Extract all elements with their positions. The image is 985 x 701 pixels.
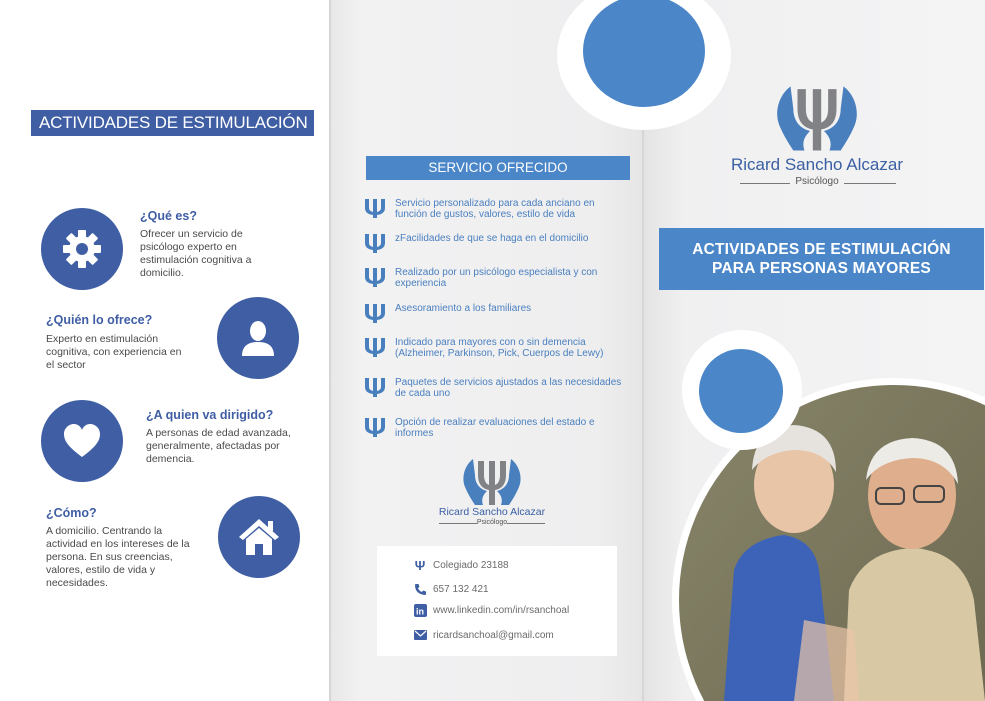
service-line: de cada uno <box>395 388 451 399</box>
service-text <box>395 376 621 399</box>
service-text <box>395 232 588 244</box>
service-line: Indicado para mayores con o sin demencia <box>395 337 586 348</box>
psi-icon <box>363 232 387 254</box>
contact-colegiado-text: Colegiado 23188 <box>433 559 509 571</box>
contact-email-text: ricardsanchoal@gmail.com <box>433 629 554 641</box>
left-panel-title: ACTIVIDADES DE ESTIMULACIÓN <box>31 110 314 136</box>
answer-line: actividad en los intereses de la <box>46 538 190 550</box>
answer-line: persona. En sus creencias, <box>46 551 173 563</box>
contact-phone[interactable] <box>413 582 489 596</box>
person-icon <box>217 297 299 379</box>
service-text <box>395 302 531 314</box>
service-line: Asesoramiento a los familiares <box>395 303 532 314</box>
answer-line: A domicilio. Centrando la <box>46 525 163 537</box>
cover-title-line: ACTIVIDADES DE ESTIMULACIÓN <box>692 241 951 258</box>
psi-icon <box>363 376 387 398</box>
answer-line: Experto en estimulación <box>46 333 159 345</box>
email-icon <box>413 628 427 642</box>
cover-title <box>659 228 984 290</box>
service-item <box>363 266 633 289</box>
panel-left <box>0 0 330 701</box>
item-answer-que-es <box>140 228 251 280</box>
answer-line: Ofrecer un servicio de <box>140 228 243 240</box>
item-question-como: ¿Cómo? <box>46 506 97 520</box>
service-line: Servicio personalizado para cada anciano en <box>395 198 595 209</box>
psi-icon <box>363 197 387 219</box>
service-line: Paquetes de servicios ajustados a las necesidades <box>395 377 622 388</box>
answer-line: cognitiva, con experiencia en <box>46 346 182 358</box>
logo-rule <box>507 523 545 524</box>
logo-rule <box>439 523 477 524</box>
item-question-dirigido: ¿A quien va dirigido? <box>146 408 274 422</box>
psi-icon: Ψ <box>414 557 426 573</box>
answer-line: necesidades. <box>46 577 108 589</box>
answer-line: el sector <box>46 359 86 371</box>
psi-icon <box>363 336 387 358</box>
service-line: (Alzheimer, Parkinson, Pick, Cuerpos de Lewy) <box>395 348 604 359</box>
service-line: función de gustos, valores, estilo de vida <box>395 209 576 220</box>
top-blue-circle <box>583 0 705 107</box>
contact-colegiado <box>413 558 509 572</box>
item-question-quien: ¿Quién lo ofrece? <box>46 313 153 327</box>
psi-logo-small <box>459 455 525 507</box>
svg-text:in: in <box>415 606 424 616</box>
house-icon <box>218 496 300 578</box>
service-line: informes <box>395 428 434 439</box>
service-text <box>395 336 603 359</box>
blue-dot-decoration <box>699 349 783 433</box>
service-title: SERVICIO OFRECIDO <box>366 156 630 180</box>
service-text <box>395 416 595 439</box>
service-item <box>363 302 633 324</box>
psi-icon <box>363 416 387 438</box>
contact-email[interactable] <box>413 628 554 642</box>
gear-icon <box>41 208 123 290</box>
phone-icon <box>413 582 427 596</box>
service-item <box>363 416 633 439</box>
service-text <box>395 266 597 289</box>
psi-icon <box>363 266 387 288</box>
cover-title-line: PARA PERSONAS MAYORES <box>712 260 931 277</box>
service-line: zFacilidades de que se haga en el domicilio <box>395 233 589 244</box>
logo-subtitle-large: Psicólogo <box>795 176 839 187</box>
service-line: Realizado por un psicólogo especialista y con <box>395 267 598 278</box>
logo-rule <box>740 183 790 184</box>
logo-name-small: Ricard Sancho Alcazar <box>438 506 546 518</box>
psi-logo-large <box>771 80 863 154</box>
contact-linkedin-text: www.linkedin.com/in/rsanchoal <box>433 604 570 616</box>
answer-line: estimulación cognitiva a <box>140 254 252 266</box>
answer-line: valores, estilo de vida y <box>46 564 156 576</box>
answer-line: demencia. <box>146 453 195 465</box>
logo-subtitle-small: Psicólogo <box>476 519 508 526</box>
item-answer-quien <box>46 333 181 372</box>
answer-line: A personas de edad avanzada, <box>146 427 291 439</box>
linkedin-icon <box>413 603 427 617</box>
answer-line: psicólogo experto en <box>140 241 237 253</box>
answer-line: generalmente, afectadas por <box>146 440 280 452</box>
logo-rule <box>844 183 896 184</box>
logo-name-large: Ricard Sancho Alcazar <box>731 155 903 174</box>
service-line: Opción de realizar evaluaciones del estado e <box>395 417 595 428</box>
item-question-que-es: ¿Qué es? <box>140 209 197 223</box>
service-item <box>363 232 633 254</box>
service-item <box>363 376 633 399</box>
contact-box <box>377 546 617 656</box>
contact-phone-text: 657 132 421 <box>433 583 489 595</box>
psi-icon <box>363 302 387 324</box>
heart-icon <box>41 400 123 482</box>
service-text <box>395 197 595 220</box>
item-answer-como <box>46 525 190 590</box>
contact-linkedin[interactable] <box>413 603 569 617</box>
item-answer-dirigido <box>146 427 291 466</box>
service-item <box>363 197 633 220</box>
answer-line: domicilio. <box>140 267 184 279</box>
service-item <box>363 336 633 359</box>
service-line: experiencia <box>395 278 447 289</box>
